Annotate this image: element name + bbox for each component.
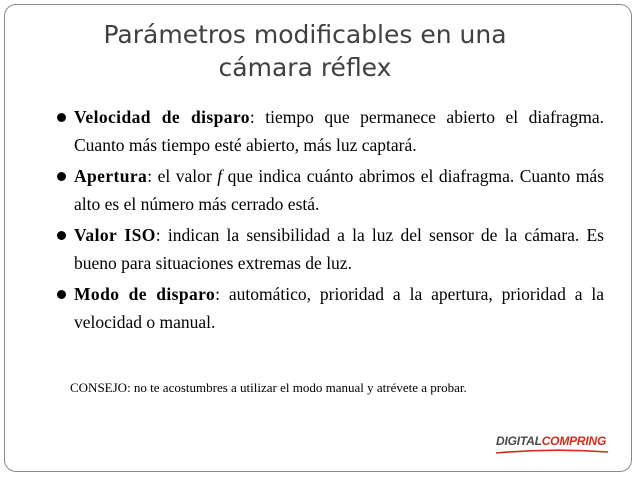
logo-part-1: DIGITAL [496,434,542,448]
bullet-text: : automático, prioridad a la apertura, prioridad a la velocidad o manual. [74,284,604,332]
brand-logo [496,434,612,456]
tip-text: CONSEJO: no te acostumbres a utilizar el modo manual y atrévete a probar. [70,380,467,395]
bullet-item-shutter-speed [74,103,604,159]
logo-swoosh-icon [496,449,608,454]
bullet-text: : tiempo que permanece abierto el diafragma. Cuanto más tiempo esté abierto, más luz captará. [74,107,604,155]
bullet-dot-icon [57,172,66,181]
bullet-term: Velocidad de disparo [74,107,250,127]
bullet-text: que indica cuánto abrimos el diafragma. Cuanto más alto es el número más cerrado está. [74,166,605,214]
bullet-dot-icon [57,113,66,122]
bullet-term: Apertura [74,166,148,186]
bullet-item-iso [74,221,604,277]
bullet-term: Modo de disparo [74,284,216,304]
bullet-list [74,103,604,339]
bullet-text: : indican la sensibilidad a la luz del sensor de la cámara. Es bueno para situaciones extremas de luz. [74,225,604,273]
slide-title [90,18,520,84]
bullet-item-aperture [74,162,604,218]
title-line-1: Parámetros modificables en una [103,20,507,49]
bullet-dot-icon [57,290,66,299]
bullet-term: Valor ISO [74,225,156,245]
bullet-text: : el valor [147,166,218,186]
bullet-dot-icon [57,231,66,240]
title-line-2: cámara réflex [218,53,392,82]
bullet-variable: f [217,166,223,186]
logo-wordmark [496,434,612,448]
bullet-item-shooting-mode [74,280,604,336]
logo-part-2: COMPRING [541,434,607,448]
